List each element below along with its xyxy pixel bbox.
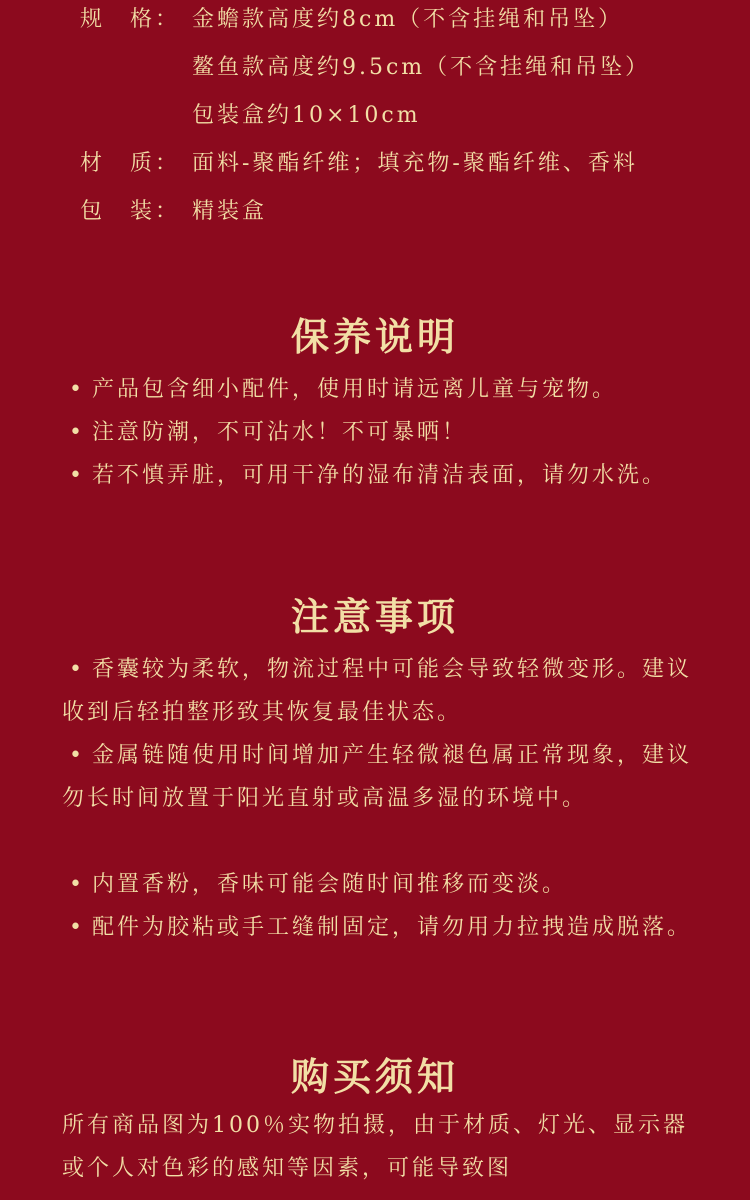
care-title: 保养说明	[290, 314, 459, 359]
spec-row-size-3	[80, 98, 421, 129]
spec-row-size-2	[80, 50, 650, 81]
notice-item-4: • 配件为胶粘或手工缝制固定，请勿用力拉拽造成脱落。	[62, 906, 692, 949]
spec-size-value-3: 包装盒约10×10cm	[192, 103, 421, 128]
care-item-3: • 若不慎弄脏，可用干净的湿布清洁表面，请勿水洗。	[62, 454, 692, 497]
notice-item-1: • 香囊较为柔软，物流过程中可能会导致轻微变形。建议收到后轻拍整形致其恢复最佳状态。	[62, 648, 692, 734]
spec-package-label: 包 装：	[80, 199, 181, 224]
spec-row-material	[80, 146, 638, 177]
notice-item-3: • 内置香粉，香味可能会随时间推移而变淡。	[62, 863, 692, 906]
purchase-title: 购买须知	[290, 1054, 459, 1099]
spec-row-size	[80, 2, 623, 33]
care-item-2: • 注意防潮，不可沾水！不可暴晒！	[62, 411, 692, 454]
spec-material-label: 材 质：	[80, 151, 181, 176]
spec-material-value: 面料-聚酯纤维；填充物-聚酯纤维、香料	[192, 151, 638, 176]
purchase-text: 所有商品图为100％实物拍摄，由于材质、灯光、显示器或个人对色彩的感知等因素，可能导致图	[62, 1113, 688, 1181]
notice-title: 注意事项	[290, 594, 459, 639]
care-item-1: • 产品包含细小配件，使用时请远离儿童与宠物。	[62, 368, 692, 411]
notice-item-2: • 金属链随使用时间增加产生轻微褪色属正常现象，建议勿长时间放置于阳光直射或高温多湿的环境中。	[62, 734, 692, 820]
spec-package-value: 精装盒	[192, 199, 268, 224]
spec-size-value-1: 金蟾款高度约8cm（不含挂绳和吊坠）	[192, 7, 624, 32]
spec-size-label: 规 格：	[80, 7, 181, 32]
spec-size-value-2: 鳌鱼款高度约9.5cm（不含挂绳和吊坠）	[192, 55, 651, 80]
spec-row-package	[80, 194, 267, 225]
